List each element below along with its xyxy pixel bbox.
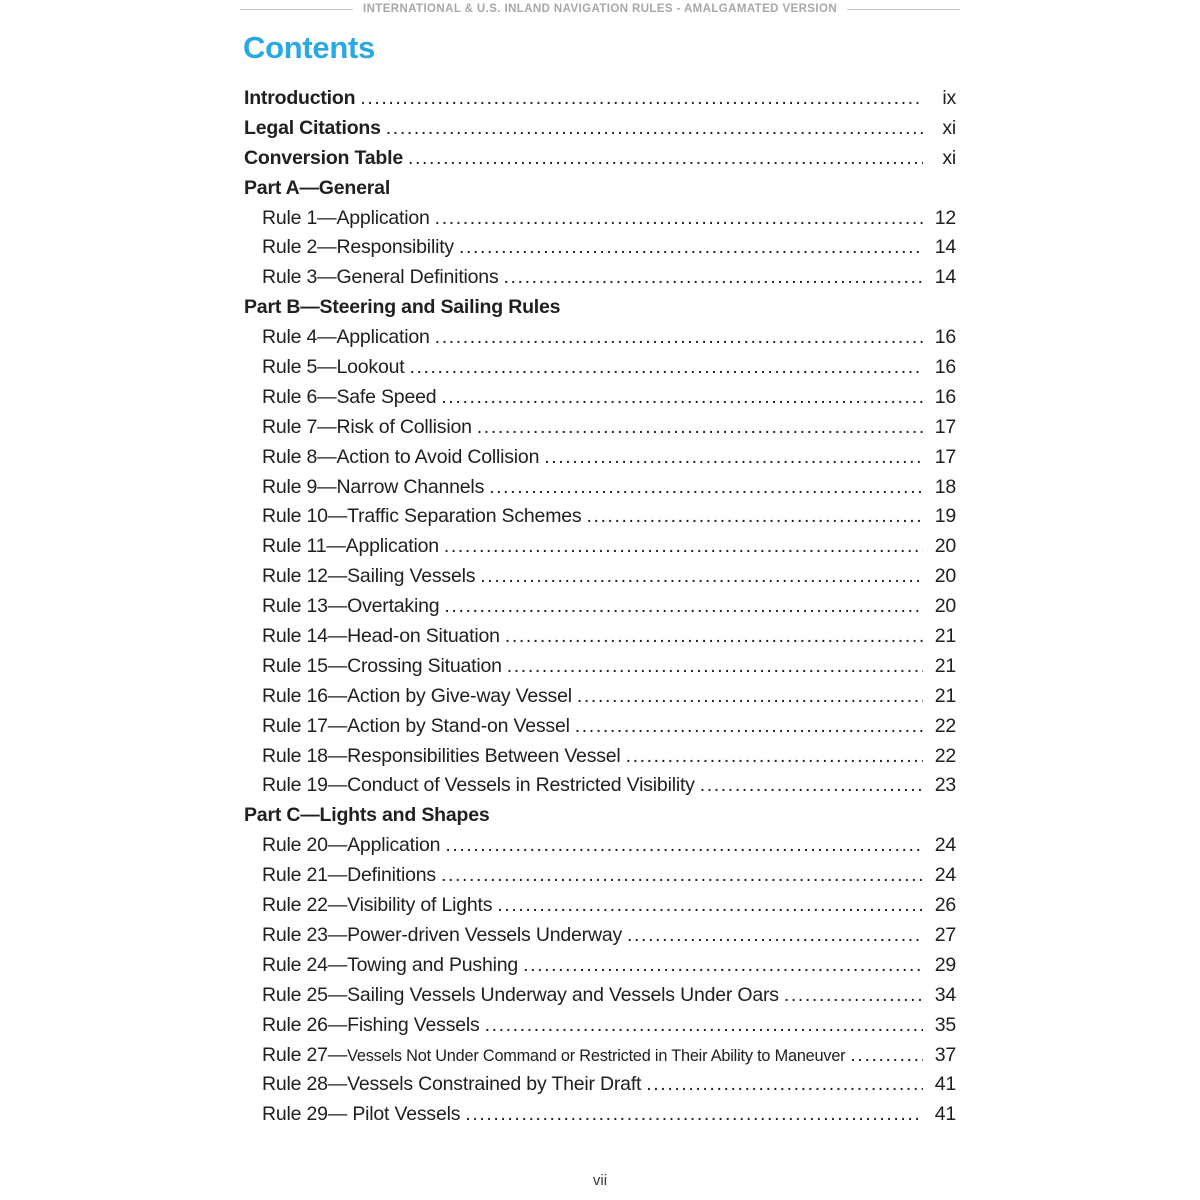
- toc-entry: [244, 204, 956, 234]
- toc-entry-page: 24: [934, 864, 956, 887]
- toc-dot-leader: [409, 353, 923, 383]
- toc-entry-page: 16: [934, 326, 956, 349]
- toc-entry: [244, 383, 956, 413]
- toc-dot-leader: [441, 861, 923, 891]
- toc-entry: [244, 742, 956, 772]
- toc-entry: [244, 562, 956, 592]
- toc-entry-label: Rule 9—Narrow Channels: [262, 475, 485, 498]
- toc-entry: [244, 1100, 956, 1130]
- toc-entry-label: Rule 29— Pilot Vessels: [262, 1103, 461, 1126]
- toc-entry-label: Rule 1—Application: [262, 206, 430, 229]
- toc-dot-leader: [507, 652, 923, 682]
- running-head: [240, 3, 960, 15]
- toc-entry-page: xi: [942, 146, 956, 169]
- toc-entry: [244, 622, 956, 652]
- toc-entry-page: 34: [934, 983, 956, 1006]
- toc-entry-label: Part A—General: [244, 176, 391, 199]
- toc-entry-label: Rule 21—Definitions: [262, 864, 436, 887]
- toc-entry-page: 29: [934, 953, 956, 976]
- toc-entry-label: Rule 18—Responsibilities Between Vessel: [262, 744, 621, 767]
- toc-dot-leader: [504, 263, 923, 293]
- toc-entry-page: 26: [934, 894, 956, 917]
- toc-dot-leader: [505, 622, 923, 652]
- toc-entry-label: Rule 22—Visibility of Lights: [262, 894, 493, 917]
- page-title: Contents: [243, 30, 375, 65]
- toc-entry-page: 41: [934, 1103, 956, 1126]
- toc-entry: [244, 443, 956, 473]
- toc-dot-leader: [386, 114, 923, 144]
- toc-entry-label: Conversion Table: [244, 146, 403, 169]
- toc-entry: [244, 831, 956, 861]
- toc-dot-leader: [586, 502, 923, 532]
- toc-entry: [244, 682, 956, 712]
- toc-entry: [244, 144, 956, 174]
- toc-dot-leader: [435, 323, 923, 353]
- toc-entry-page: 41: [934, 1073, 956, 1096]
- toc-entry: [244, 861, 956, 891]
- toc-entry: [244, 712, 956, 742]
- toc-entry-label: Rule 25—Sailing Vessels Underway and Vessels Under Oars: [262, 983, 779, 1006]
- toc-entry-page: 22: [934, 714, 956, 737]
- toc-entry-label: Rule 28—Vessels Constrained by Their Draft: [262, 1073, 642, 1096]
- toc-dot-leader: [441, 383, 923, 413]
- toc-entry-label: Rule 16—Action by Give-way Vessel: [262, 684, 572, 707]
- toc-entry: [244, 502, 956, 532]
- toc-entry-label: Rule 14—Head-on Situation: [262, 625, 500, 648]
- toc-entry-label: Rule 27—: [262, 1043, 348, 1066]
- toc-dot-leader: [444, 532, 923, 562]
- toc-entry: [244, 771, 956, 801]
- toc-entry-page: 23: [934, 774, 956, 797]
- toc-entry: [244, 921, 956, 951]
- toc-entry-page: 12: [934, 206, 956, 229]
- toc-entry-page: 21: [934, 625, 956, 648]
- toc-dot-leader: [435, 204, 923, 234]
- toc-entry: [244, 114, 956, 144]
- toc-entry-label: Rule 24—Towing and Pushing: [262, 953, 519, 976]
- toc-entry: [244, 233, 956, 263]
- toc-dot-leader: [523, 951, 923, 981]
- toc-part-heading: [244, 293, 956, 323]
- toc-entry-page: 27: [934, 923, 956, 946]
- toc-entry-label: Rule 5—Lookout: [262, 356, 405, 379]
- toc-entry: [244, 1041, 956, 1071]
- toc-entry-page: 35: [934, 1013, 956, 1036]
- toc-entry-page: 14: [934, 266, 956, 289]
- toc-entry: [244, 413, 956, 443]
- running-head-right-rule: [847, 9, 960, 10]
- toc-entry-page: 17: [934, 445, 956, 468]
- toc-entry-label: Rule 13—Overtaking: [262, 595, 440, 618]
- toc-part-heading: [244, 174, 956, 204]
- toc-entry-label-small: Vessels Not Under Command or Restricted in Their Ability to Maneuver: [347, 1046, 846, 1065]
- toc-entry-label: Legal Citations: [244, 116, 381, 139]
- toc-dot-leader: [489, 473, 923, 503]
- toc-entry-page: 22: [934, 744, 956, 767]
- toc-part-heading: [244, 801, 956, 831]
- toc-entry-page: 20: [934, 595, 956, 618]
- toc-entry-page: 21: [934, 684, 956, 707]
- running-head-text: INTERNATIONAL & U.S. INLAND NAVIGATION RULES - AMALGAMATED VERSION: [362, 3, 838, 15]
- toc-entry-label: Rule 23—Power-driven Vessels Underway: [262, 923, 623, 946]
- toc-dot-leader: [480, 562, 923, 592]
- toc-dot-leader: [497, 891, 923, 921]
- toc-entry: [244, 323, 956, 353]
- toc-entry-page: 19: [934, 505, 956, 528]
- toc-entry-page: 18: [934, 475, 956, 498]
- toc-entry-page: 20: [934, 565, 956, 588]
- toc-entry-label: Part C—Lights and Shapes: [244, 804, 490, 827]
- toc-entry-page: 20: [934, 535, 956, 558]
- toc-entry-label: Rule 6—Safe Speed: [262, 385, 437, 408]
- toc-dot-leader: [459, 233, 923, 263]
- toc-entry: [244, 592, 956, 622]
- toc-entry-label: Rule 20—Application: [262, 834, 441, 857]
- toc-dot-leader: [360, 84, 923, 114]
- toc-entry-label: Rule 3—General Definitions: [262, 266, 499, 289]
- toc-entry-page: 37: [934, 1043, 956, 1066]
- toc-entry-page: 14: [934, 236, 956, 259]
- toc-dot-leader: [477, 413, 923, 443]
- toc-entry: [244, 473, 956, 503]
- toc-entry-label: Rule 8—Action to Avoid Collision: [262, 445, 540, 468]
- toc-entry: [244, 263, 956, 293]
- toc-dot-leader: [646, 1070, 923, 1100]
- toc-entry-page: 16: [934, 356, 956, 379]
- toc-entry: [244, 1011, 956, 1041]
- toc-entry-label: Rule 4—Application: [262, 326, 430, 349]
- toc-dot-leader: [850, 1041, 923, 1071]
- toc-entry-page: 17: [934, 415, 956, 438]
- toc-entry-label: Rule 12—Sailing Vessels: [262, 565, 476, 588]
- toc-dot-leader: [784, 981, 923, 1011]
- toc-entry-label: Rule 7—Risk of Collision: [262, 415, 472, 438]
- toc-entry-page: 21: [934, 654, 956, 677]
- toc-entry-label: Introduction: [244, 87, 356, 109]
- toc-list: [244, 84, 956, 1130]
- toc-dot-leader: [408, 144, 923, 174]
- toc-entry-page: ix: [942, 87, 956, 109]
- toc-entry: [244, 532, 956, 562]
- toc-dot-leader: [444, 592, 923, 622]
- toc-entry: [244, 951, 956, 981]
- toc-entry: [244, 84, 956, 114]
- toc-entry-label: Rule 15—Crossing Situation: [262, 654, 502, 677]
- toc-dot-leader: [485, 1011, 923, 1041]
- toc-entry-label: Rule 17—Action by Stand-on Vessel: [262, 714, 570, 737]
- toc-entry-label: Rule 2—Responsibility: [262, 236, 454, 259]
- folio-page-number: vii: [592, 1172, 608, 1189]
- toc-entry: [244, 353, 956, 383]
- toc-entry: [244, 891, 956, 921]
- toc-dot-leader: [577, 682, 923, 712]
- toc-entry: [244, 652, 956, 682]
- toc-entry-page: 24: [934, 834, 956, 857]
- toc-entry-label: Rule 26—Fishing Vessels: [262, 1013, 480, 1036]
- toc-entry-page: xi: [942, 116, 956, 139]
- toc-dot-leader: [575, 712, 923, 742]
- toc-entry-label: Rule 10—Traffic Separation Schemes: [262, 505, 582, 528]
- toc-dot-leader: [627, 921, 923, 951]
- toc-dot-leader: [626, 742, 923, 772]
- running-head-left-rule: [240, 9, 353, 10]
- toc-entry-label: Rule 11—Application: [262, 535, 439, 558]
- toc-dot-leader: [445, 831, 923, 861]
- toc-dot-leader: [544, 443, 923, 473]
- toc-dot-leader: [465, 1100, 923, 1130]
- toc-entry-page: 16: [934, 385, 956, 408]
- toc-entry-label: Part B—Steering and Sailing Rules: [244, 296, 561, 319]
- toc-entry: [244, 1070, 956, 1100]
- toc-entry-label: Rule 19—Conduct of Vessels in Restricted Visibility: [262, 774, 695, 797]
- toc-entry: [244, 981, 956, 1011]
- toc-dot-leader: [700, 771, 923, 801]
